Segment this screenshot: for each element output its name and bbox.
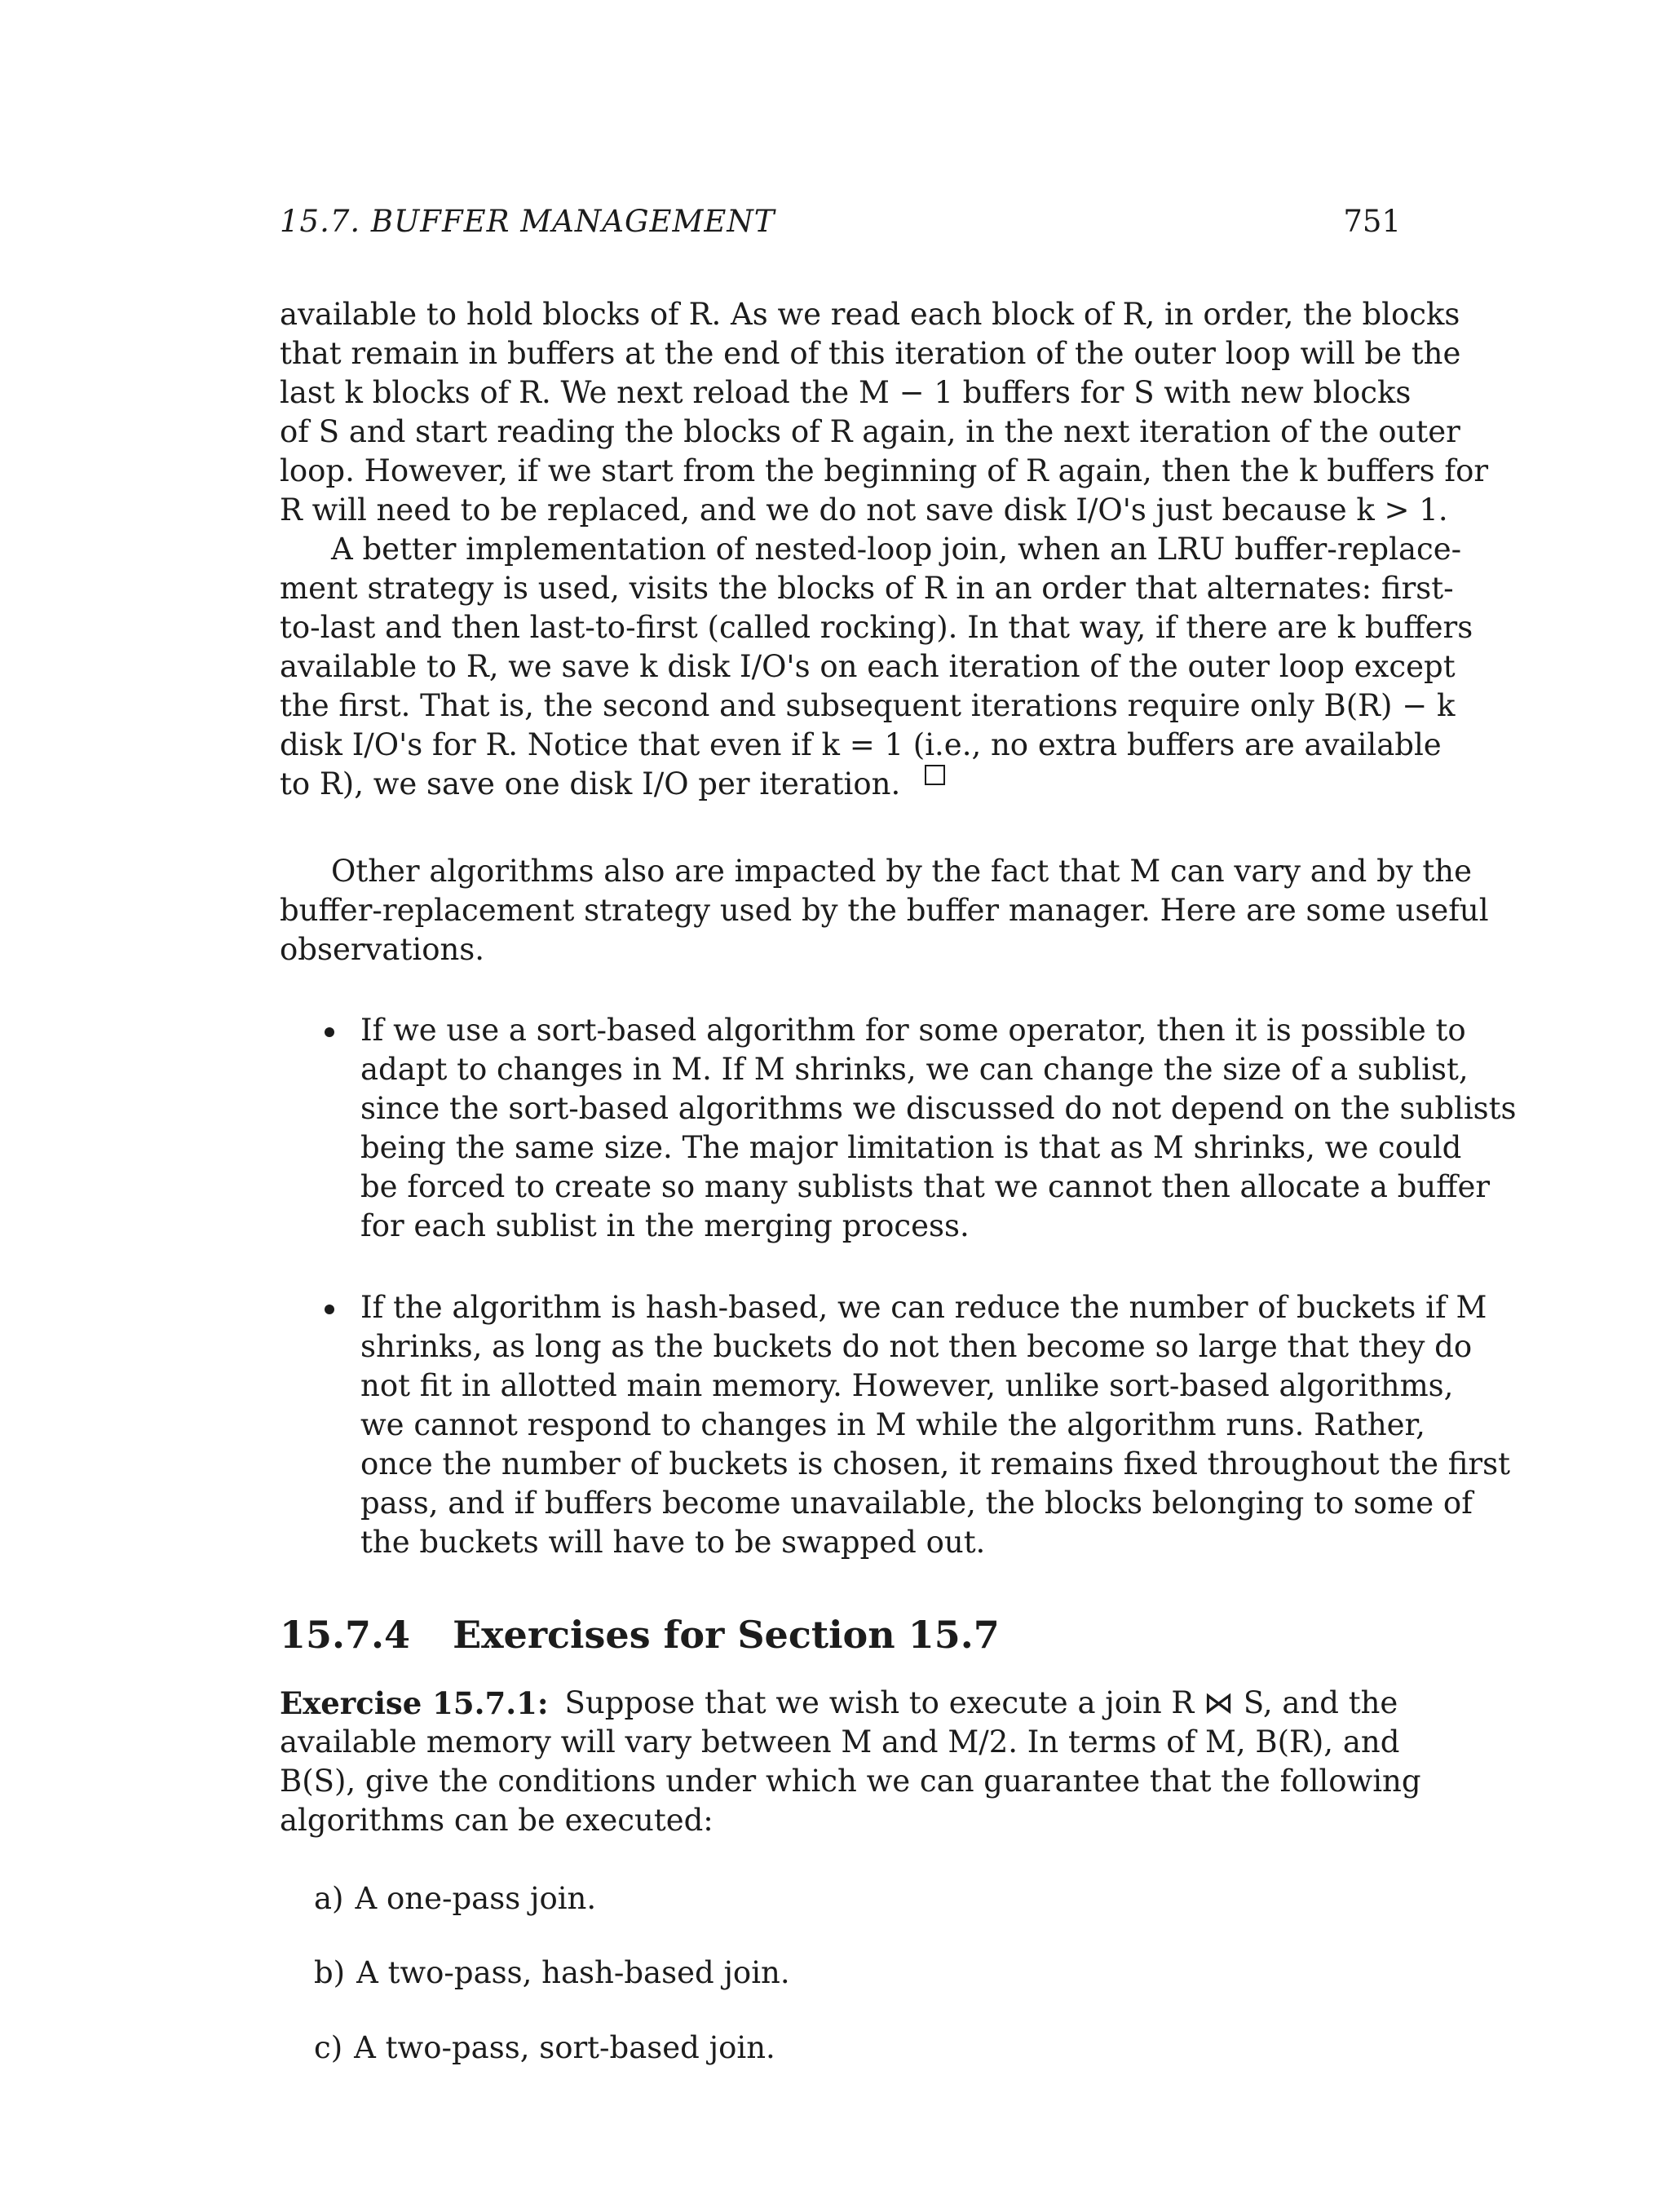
text-line: available to R, we save k disk I/O's on each iteration of the outer loop except (280, 649, 1456, 684)
text-line: be forced to create so many sublists that we cannot then allocate a buffer (360, 1169, 1491, 1204)
text-line: once the number of buckets is chosen, it remains fixed throughout the first (360, 1446, 1510, 1481)
text-line: the first. That is, the second and subsequent iterations require only B(R) − k (280, 688, 1456, 723)
exercise-first-line (280, 1684, 1401, 1723)
text-line: since the sort-based algorithms we discussed do not depend on the sublists (360, 1091, 1517, 1126)
exercise-item (314, 2029, 775, 2068)
text-line: Suppose that we wish to execute a join R ⋈ S, and the (564, 1685, 1398, 1720)
text-line: not fit in allotted main memory. However, unlike sort-based algorithms, (360, 1368, 1454, 1403)
running-header-title: 15.7. BUFFER MANAGEMENT (280, 204, 775, 239)
text-line: adapt to changes in M. If M shrinks, we can change the size of a sublist, (360, 1052, 1469, 1087)
bullet-icon (325, 1305, 334, 1314)
text-line: we cannot respond to changes in M while the algorithm runs. Rather, (360, 1407, 1425, 1442)
text-line: observations. (280, 932, 485, 967)
text-line: last k blocks of R. We next reload the M − 1 buffers for S with new blocks (280, 375, 1412, 410)
section-heading (280, 1613, 1000, 1657)
text-line: being the same size. The major limitation is that as M shrinks, we could (360, 1130, 1462, 1165)
item-text: A two-pass, hash-based join. (356, 1955, 790, 1990)
text-line: If the algorithm is hash-based, we can reduce the number of buckets if M (360, 1290, 1487, 1325)
end-of-example-icon (925, 765, 945, 785)
item-marker: b) (314, 1955, 346, 1990)
text-line: ment strategy is used, visits the blocks of R in an order that alternates: first- (280, 571, 1454, 606)
exercise-item (314, 1879, 596, 1918)
text-line: R will need to be replaced, and we do not save disk I/O's just because k > 1. (280, 492, 1448, 528)
item-marker: a) (314, 1881, 344, 1916)
text-line: shrinks, as long as the buckets do not then become so large that they do (360, 1329, 1473, 1364)
text-line: to R), we save one disk I/O per iteration. (280, 766, 901, 801)
section-number: 15.7.4 (280, 1613, 411, 1657)
item-marker: c) (314, 2030, 343, 2065)
text-line: A better implementation of nested-loop join, when an LRU buffer-replace- (331, 532, 1462, 567)
text-line-last (280, 765, 1401, 804)
item-text: A one-pass join. (355, 1881, 597, 1916)
section-title: Exercises for Section 15.7 (453, 1613, 1000, 1657)
page-number: 751 (1343, 204, 1401, 239)
text-line: algorithms can be executed: (280, 1803, 714, 1838)
text-line: pass, and if buffers become unavailable, the blocks belonging to some of (360, 1486, 1473, 1521)
text-line: Other algorithms also are impacted by the fact that M can vary and by the (331, 854, 1473, 889)
exercise-label: Exercise 15.7.1: (280, 1685, 549, 1721)
text-line: of S and start reading the blocks of R again, in the next iteration of the outer (280, 414, 1460, 449)
item-text: A two-pass, sort-based join. (354, 2030, 775, 2065)
text-line: to-last and then last-to-first (called rocking). In that way, if there are k buffers (280, 610, 1473, 645)
text-line: the buckets will have to be swapped out. (360, 1525, 986, 1560)
text-line: buffer-replacement strategy used by the buffer manager. Here are some useful (280, 893, 1489, 928)
text-line: available memory will vary between M and M/2. In terms of M, B(R), and (280, 1724, 1400, 1759)
text-line: available to hold blocks of R. As we read each block of R, in order, the blocks (280, 297, 1460, 332)
text-line: for each sublist in the merging process. (360, 1208, 970, 1243)
text-line: that remain in buffers at the end of this iteration of the outer loop will be the (280, 336, 1461, 371)
text-line: loop. However, if we start from the beginning of R again, then the k buffers for (280, 453, 1489, 488)
bullet-icon (325, 1027, 334, 1037)
text-line: disk I/O's for R. Notice that even if k = 1 (i.e., no extra buffers are available (280, 727, 1442, 762)
text-line: If we use a sort-based algorithm for some operator, then it is possible to (360, 1013, 1466, 1048)
text-line: B(S), give the conditions under which we can guarantee that the following (280, 1764, 1421, 1799)
exercise-item (314, 1954, 790, 1993)
running-header (280, 204, 1401, 239)
